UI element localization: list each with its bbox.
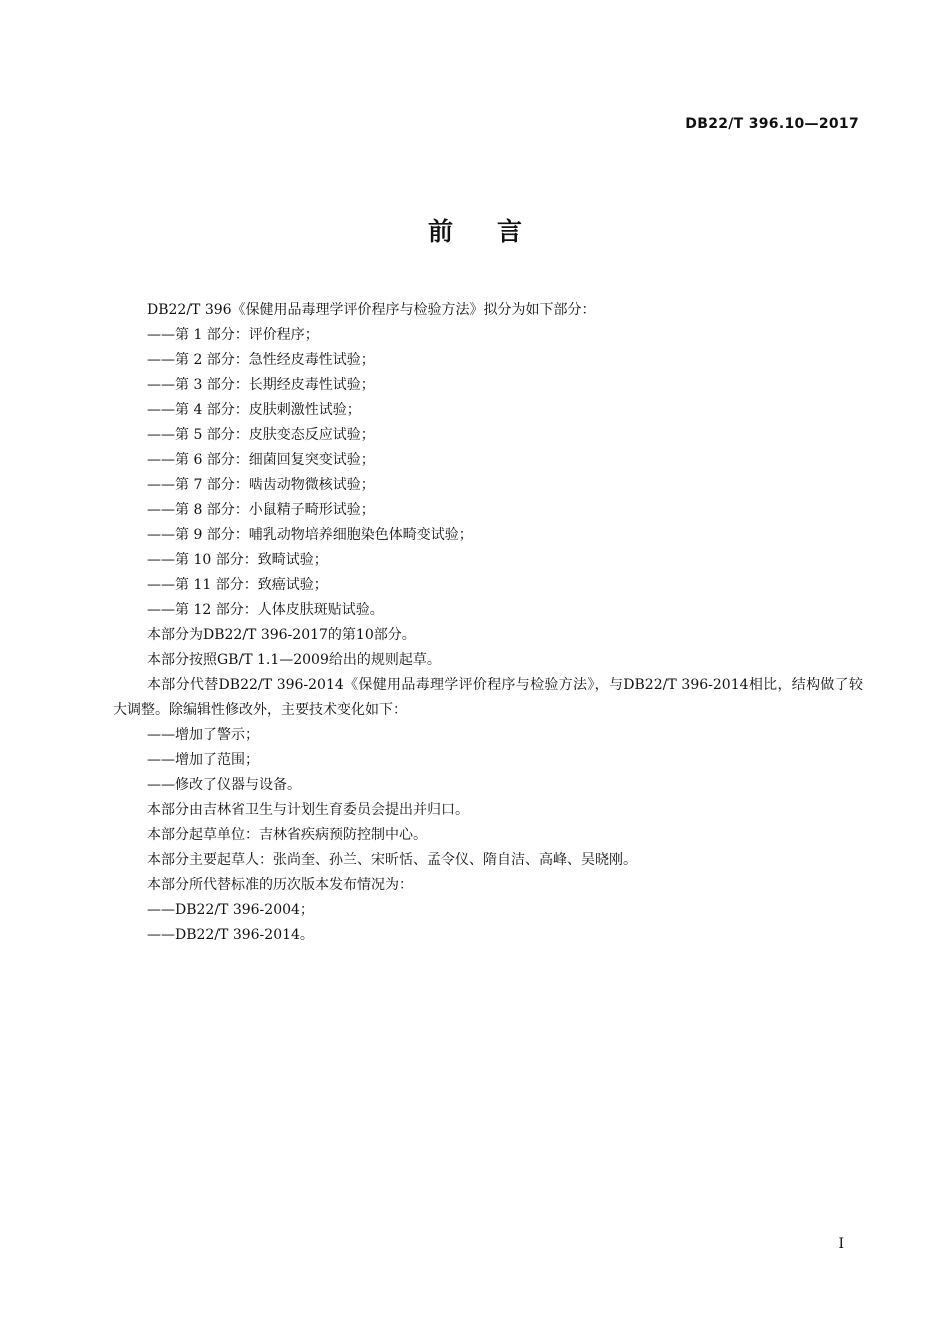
paragraph-replaces: 本部分代替DB22/T 396-2014《保健用品毒理学评价程序与检验方法》，与DB22/T 396-2014相比，结构做了较大调整。除编辑性修改外，主要技术变化如下： xyxy=(113,677,863,718)
foreword-body xyxy=(113,298,863,948)
list-item-change-3: ——修改了仪器与设备。 xyxy=(147,777,301,793)
list-item-part-11: ——第 11 部分：致癌试验； xyxy=(147,577,328,593)
list-item-history-2: ——DB22/T 396-2014。 xyxy=(147,927,314,943)
list-item-part-4: ——第 4 部分：皮肤刺激性试验； xyxy=(147,402,361,418)
paragraph-drafting-unit: 本部分起草单位：吉林省疾病预防控制中心。 xyxy=(147,827,427,843)
list-item-part-12: ——第 12 部分：人体皮肤斑贴试验。 xyxy=(147,602,384,618)
paragraph-parts-intro: DB22/T 396《保健用品毒理学评价程序与检验方法》拟分为如下部分： xyxy=(147,302,596,318)
list-item-part-6: ——第 6 部分：细菌回复突变试验； xyxy=(147,452,375,468)
list-item-part-2: ——第 2 部分：急性经皮毒性试验； xyxy=(147,352,375,368)
list-item-part-9: ——第 9 部分：哺乳动物培养细胞染色体畸变试验； xyxy=(147,527,473,543)
list-item-part-7: ——第 7 部分：啮齿动物微核试验； xyxy=(147,477,375,493)
page-number: I xyxy=(838,1236,844,1252)
list-item-part-10: ——第 10 部分：致畸试验； xyxy=(147,552,328,568)
list-item-history-1: ——DB22/T 396-2004； xyxy=(147,902,314,918)
paragraph-drafting-rules: 本部分按照GB/T 1.1—2009给出的规则起草。 xyxy=(147,652,441,668)
list-item-change-2: ——增加了范围； xyxy=(147,752,259,768)
paragraph-drafters: 本部分主要起草人：张尚奎、孙兰、宋昕恬、孟令仪、隋自洁、高峰、吴晓刚。 xyxy=(147,852,637,868)
list-item-part-1: ——第 1 部分：评价程序； xyxy=(147,327,319,343)
paragraph-this-part: 本部分为DB22/T 396-2017的第10部分。 xyxy=(147,627,416,643)
standard-code: DB22/T 396.10—2017 xyxy=(685,116,859,132)
list-item-part-3: ——第 3 部分：长期经皮毒性试验； xyxy=(147,377,375,393)
list-item-part-5: ——第 5 部分：皮肤变态反应试验； xyxy=(147,427,375,443)
page-title: 前言 xyxy=(427,217,566,246)
paragraph-history-intro: 本部分所代替标准的历次版本发布情况为： xyxy=(147,877,413,893)
list-item-change-1: ——增加了警示； xyxy=(147,727,259,743)
paragraph-proposer: 本部分由吉林省卫生与计划生育委员会提出并归口。 xyxy=(147,802,469,818)
list-item-part-8: ——第 8 部分：小鼠精子畸形试验； xyxy=(147,502,375,518)
